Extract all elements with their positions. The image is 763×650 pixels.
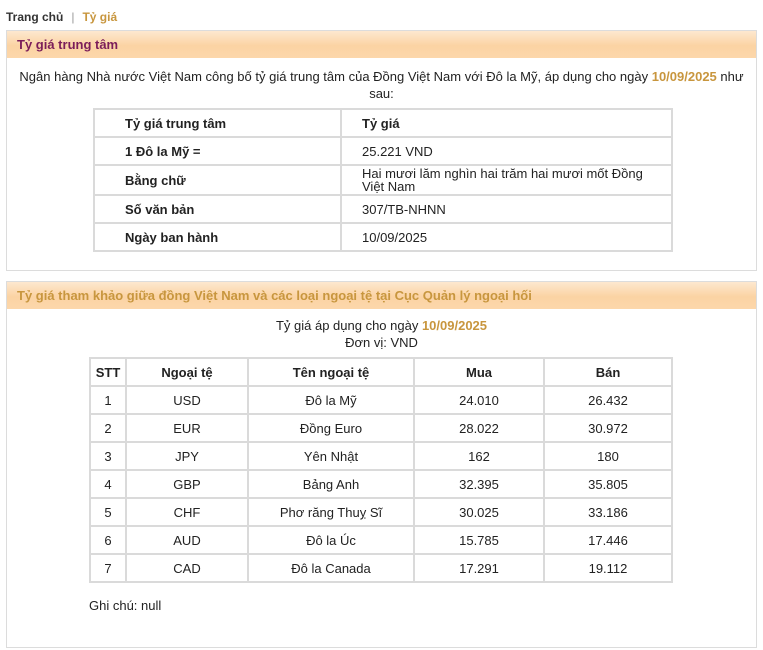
intro-text: Ngân hàng Nhà nước Việt Nam công bố tỷ giá trung tâm của Đồng Việt Nam với Đô la Mỹ, áp dụng cho ngày xyxy=(19,69,652,84)
cell-code: USD xyxy=(126,386,248,414)
row-label: Số văn bản xyxy=(94,195,341,223)
table-row xyxy=(90,554,672,582)
cell-name: Yên Nhật xyxy=(248,442,414,470)
cell-buy: 17.291 xyxy=(414,554,544,582)
cell-name: Đồng Euro xyxy=(248,414,414,442)
unit-label: Đơn vị: VND xyxy=(345,335,418,350)
row-value: Hai mươi lăm nghìn hai trăm hai mươi mốt Đồng Việt Nam xyxy=(341,165,672,195)
col-currency-code: Ngoại tệ xyxy=(126,358,248,386)
central-rate-panel xyxy=(6,30,757,271)
cell-code: GBP xyxy=(126,470,248,498)
col-buy: Mua xyxy=(414,358,544,386)
table-row xyxy=(90,526,672,554)
cell-stt: 6 xyxy=(90,526,126,554)
row-value: 307/TB-NHNN xyxy=(341,195,672,223)
table-header-row xyxy=(90,358,672,386)
row-label: Ngày ban hành xyxy=(94,223,341,251)
cell-stt: 3 xyxy=(90,442,126,470)
cell-buy: 30.025 xyxy=(414,498,544,526)
cell-buy: 28.022 xyxy=(414,414,544,442)
cell-name: Bảng Anh xyxy=(248,470,414,498)
central-rate-title: Tỷ giá trung tâm xyxy=(7,31,756,58)
cell-stt: 1 xyxy=(90,386,126,414)
cell-buy: 162 xyxy=(414,442,544,470)
central-rate-intro xyxy=(7,68,756,102)
cell-sell: 33.186 xyxy=(544,498,672,526)
cell-code: EUR xyxy=(126,414,248,442)
row-value: 10/09/2025 xyxy=(341,223,672,251)
table-row xyxy=(90,414,672,442)
cell-name: Đô la Mỹ xyxy=(248,386,414,414)
cell-sell: 19.112 xyxy=(544,554,672,582)
row-label: 1 Đô la Mỹ = xyxy=(94,137,341,165)
cell-sell: 180 xyxy=(544,442,672,470)
breadcrumb-home-link[interactable]: Trang chủ xyxy=(6,10,64,24)
cell-code: JPY xyxy=(126,442,248,470)
table-row xyxy=(94,137,672,165)
cell-buy: 32.395 xyxy=(414,470,544,498)
table-header-cell: Tỷ giá xyxy=(341,109,672,137)
col-stt: STT xyxy=(90,358,126,386)
reference-rates-subtitle xyxy=(7,317,756,351)
table-row xyxy=(94,109,672,137)
cell-code: AUD xyxy=(126,526,248,554)
breadcrumb xyxy=(6,9,117,25)
breadcrumb-current[interactable]: Tỷ giá xyxy=(82,10,118,24)
table-row xyxy=(90,470,672,498)
cell-code: CAD xyxy=(126,554,248,582)
cell-sell: 26.432 xyxy=(544,386,672,414)
table-row xyxy=(90,442,672,470)
col-currency-name: Tên ngoại tệ xyxy=(248,358,414,386)
row-value: 25.221 VND xyxy=(341,137,672,165)
cell-name: Đô la Úc xyxy=(248,526,414,554)
cell-stt: 7 xyxy=(90,554,126,582)
cell-stt: 4 xyxy=(90,470,126,498)
cell-sell: 17.446 xyxy=(544,526,672,554)
note-text: Ghi chú: null xyxy=(89,598,162,613)
cell-sell: 35.805 xyxy=(544,470,672,498)
table-row xyxy=(94,195,672,223)
breadcrumb-separator: | xyxy=(71,10,75,24)
applied-date: 10/09/2025 xyxy=(421,318,488,333)
reference-rates-panel xyxy=(6,281,757,648)
table-header-cell: Tỷ giá trung tâm xyxy=(94,109,341,137)
cell-stt: 5 xyxy=(90,498,126,526)
cell-buy: 15.785 xyxy=(414,526,544,554)
cell-sell: 30.972 xyxy=(544,414,672,442)
cell-stt: 2 xyxy=(90,414,126,442)
cell-code: CHF xyxy=(126,498,248,526)
cell-buy: 24.010 xyxy=(414,386,544,414)
table-row xyxy=(90,386,672,414)
applied-label: Tỷ giá áp dụng cho ngày xyxy=(275,318,422,333)
reference-rates-table xyxy=(89,357,673,583)
table-row xyxy=(94,223,672,251)
col-sell: Bán xyxy=(544,358,672,386)
intro-suffix: như sau: xyxy=(369,69,744,101)
row-label: Bằng chữ xyxy=(94,165,341,195)
central-rate-table xyxy=(93,108,673,252)
table-row xyxy=(94,165,672,195)
table-row xyxy=(90,498,672,526)
intro-date: 10/09/2025 xyxy=(651,69,717,84)
reference-rates-title: Tỷ giá tham khảo giữa đồng Việt Nam và các loại ngoại tệ tại Cục Quản lý ngoại hối xyxy=(7,282,756,309)
cell-name: Đô la Canada xyxy=(248,554,414,582)
cell-name: Phơ răng Thuỵ Sĩ xyxy=(248,498,414,526)
